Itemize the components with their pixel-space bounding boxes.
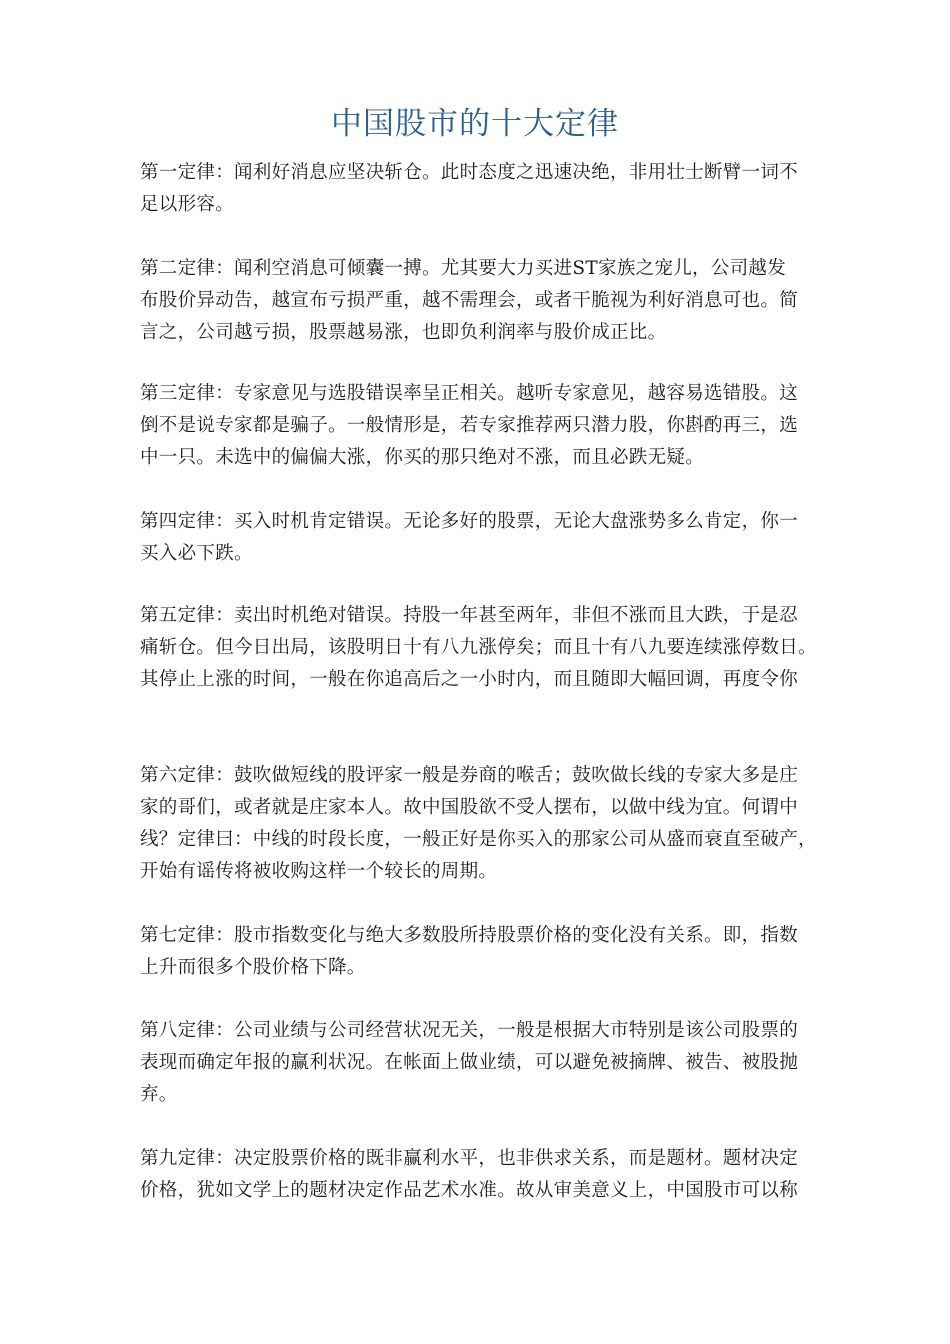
paragraph-law-9: 第九定律：决定股票价格的既非赢利水平，也非供求关系，而是题材。题材决定 价格，犹如文学上的题材决定作品艺术水准。故从审美意义上，中国股市可以称 bbox=[140, 1148, 799, 1201]
paragraph-law-1: 第一定律：闻利好消息应坚决斩仓。此时态度之迅速决绝，非用壮士断臂一词不 足以形容。 bbox=[140, 162, 799, 215]
paragraph-law-7: 第七定律：股市指数变化与绝大多数股所持股票价格的变化没有关系。即，指数 上升而很多个股价格下降。 bbox=[140, 925, 799, 978]
paragraph-law-6: 第六定律：鼓吹做短线的股评家一般是券商的喉舌；鼓吹做长线的专家大多是庄 家的哥们，或者就是庄家本人。故中国股欲不受人摆布，以做中线为宜。何谓中 线？定律曰：中线的时段长度，一般正好是你买入的那家公司从盛而衰直至破产， 开始有谣传将被收购这样一个较长的周期。 bbox=[140, 765, 817, 882]
paragraph-law-5: 第五定律：卖出时机绝对错误。持股一年甚至两年，非但不涨而且大跌，于是忍 痛斩仓。但今日出局，该股明日十有八九涨停矣；而且十有八九要连续涨停数日。 其停止上涨的时间，一般在你追高后之一小时内，而且随即大幅回调，再度令你 bbox=[140, 605, 817, 690]
paragraph-law-3: 第三定律：专家意见与选股错误率呈正相关。越听专家意见，越容易选错股。这 倒不是说专家都是骗子。一般情形是，若专家推荐两只潜力股，你斟酌再三，选 中一只。未选中的偏偏大涨，你买的那只绝对不涨，而且必跌无疑。 bbox=[140, 383, 799, 468]
document-title: 中国股市的十大定律 bbox=[331, 106, 619, 142]
paragraph-law-8: 第八定律：公司业绩与公司经营状况无关，一般是根据大市特别是该公司股票的 表现而确定年报的赢利状况。在帐面上做业绩，可以避免被摘牌、被告、被股抛 弃。 bbox=[140, 1020, 799, 1105]
paragraph-law-2: 第二定律：闻利空消息可倾囊一搏。尤其要大力买进ST家族之宠儿，公司越发 布股价异动告，越宣布亏损严重，越不需理会，或者干脆视为利好消息可也。简 言之，公司越亏损，股票越易涨，也即负利润率与股价成正比。 bbox=[140, 258, 799, 343]
paragraph-law-4: 第四定律：买入时机肯定错误。无论多好的股票，无论大盘涨势多么肯定，你一 买入必下跌。 bbox=[140, 511, 799, 564]
